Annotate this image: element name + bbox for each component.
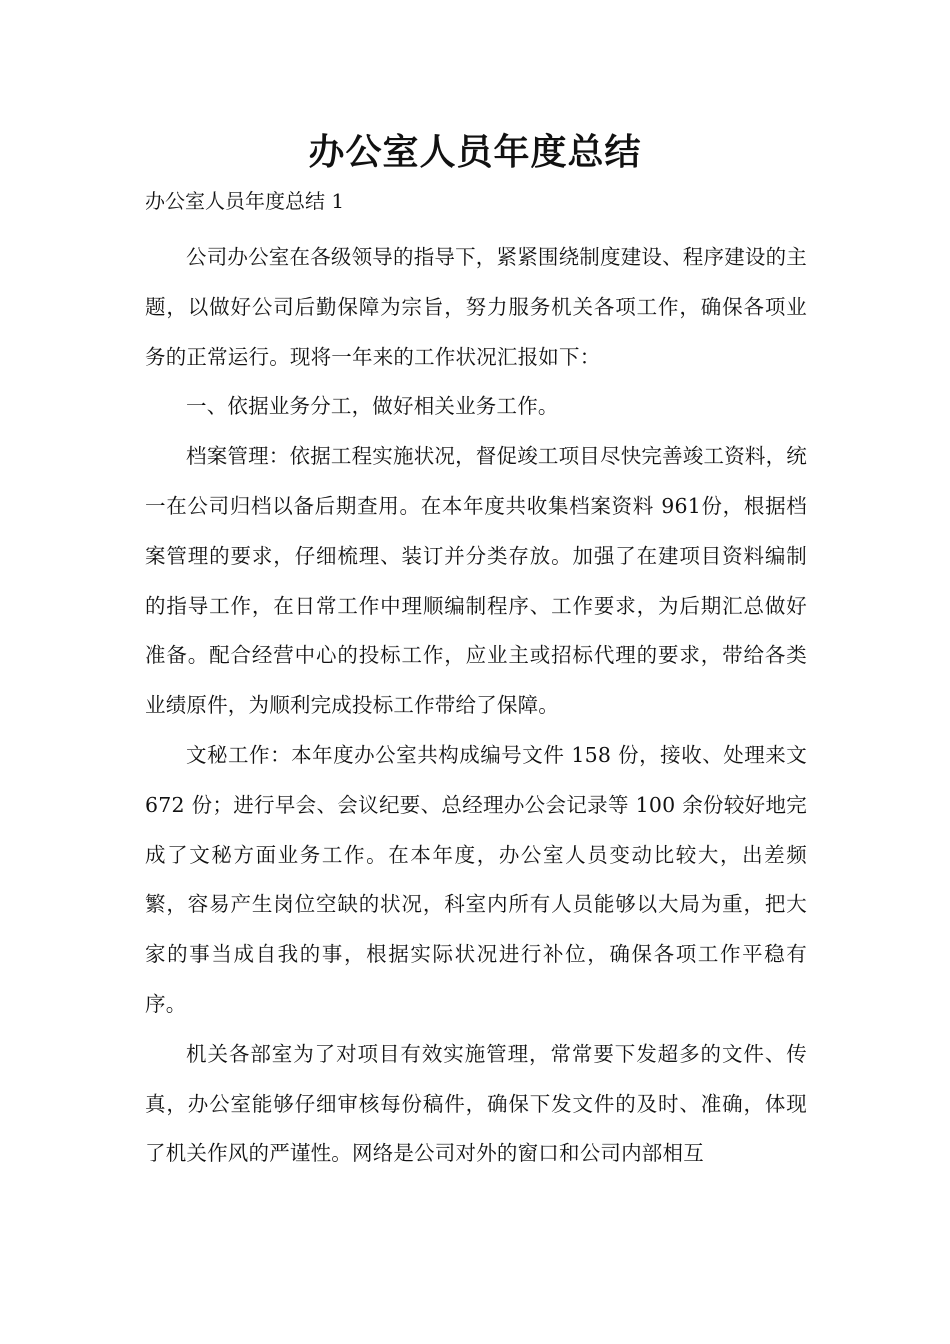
paragraph-document-review: 机关各部室为了对项目有效实施管理，常常要下发超多的文件、传真，办公室能够仔细审核每份稿件，确保下发文件的及时、准确，体现了机关作风的严谨性。网络是公司对外的窗口和公司内部相互 xyxy=(145,1041,807,1166)
paragraph-section-heading: 一、依据业务分工，做好相关业务工作。 xyxy=(186,394,559,419)
paragraph-archive-management: 档案管理：依据工程实施状况，督促竣工项目尽快完善竣工资料，统一在公司归档以备后期查用。在本年度共收集档案资料 961份，根据档案管理的要求，仔细梳理、装订并分类存放。加强了在建项目资料编制的指导工作，在日常工作中理顺编制程序、工作要求，为后期汇总做好准备。配合经营中心的投标工作，应业主或招标代理的要求，带给各类业绩原件，为顺利完成投标工作带给了保障。 xyxy=(145,444,807,718)
document-body xyxy=(145,233,807,1179)
paragraph-intro: 公司办公室在各级领导的指导下，紧紧围绕制度建设、程序建设的主题，以做好公司后勤保障为宗旨，努力服务机关各项工作，确保各项业务的正常运行。现将一年来的工作状况汇报如下： xyxy=(145,245,807,369)
document-subtitle: 办公室人员年度总结 1 xyxy=(145,189,345,213)
paragraph-secretarial-work: 文秘工作：本年度办公室共构成编号文件 158 份，接收、处理来文 672 份；进行早会、会议纪要、总经理办公会记录等 100 余份较好地完成了文秘方面业务工作。在本年度，办公室人员变动比较大，出差频繁，容易产生岗位空缺的状况，科室内所有人员能够以大局为重，把大家的事当成自我的事，根据实际状况进行补位，确保各项工作平稳有序。 xyxy=(145,742,807,1016)
document-title: 办公室人员年度总结 xyxy=(308,132,642,173)
